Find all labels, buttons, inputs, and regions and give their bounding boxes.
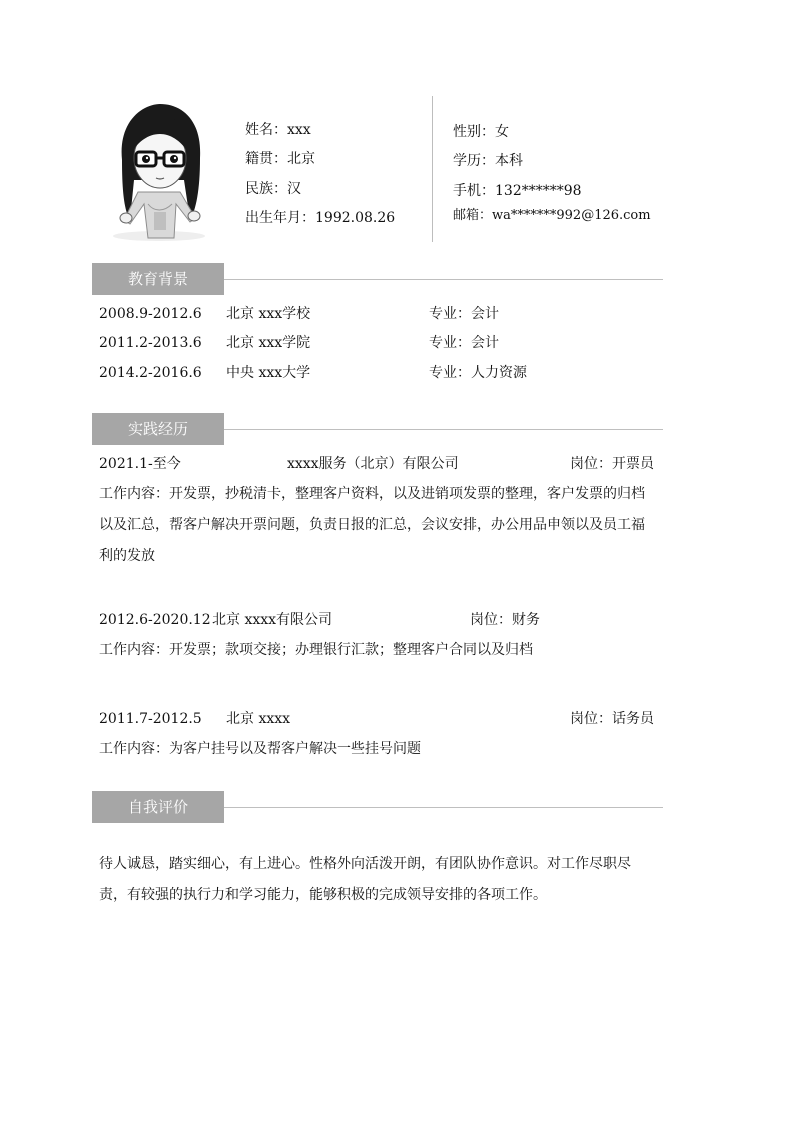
native-place-field: 籍贯：北京 (245, 151, 315, 167)
job-description-line: 工作内容：为客户挂号以及帮客户解决一些挂号问题 (99, 741, 421, 757)
email-field: 邮箱：wa*******992@126.com (453, 208, 651, 223)
section-divider (224, 279, 663, 280)
job-position: 岗位：话务员 (570, 711, 654, 727)
self-eval-section-header: 自我评价 (92, 791, 224, 823)
job-description-line: 利的发放 (99, 548, 155, 564)
edu-school: 北京 xxx学院 (226, 335, 311, 351)
ethnicity-field: 民族：汉 (245, 181, 301, 197)
job-company: xxxx服务（北京）有限公司 (287, 456, 459, 472)
avatar-image (104, 100, 214, 242)
job-period: 2021.1-至今 (99, 456, 181, 472)
edu-period: 2011.2-2013.6 (99, 335, 202, 351)
job-description-line: 工作内容：开发票；款项交接；办理银行汇款；整理客户合同以及归档 (99, 642, 533, 658)
edu-major: 专业：会计 (429, 306, 499, 322)
edu-school: 中央 xxx大学 (226, 365, 311, 381)
job-description (99, 479, 659, 572)
job-position: 岗位：财务 (470, 612, 540, 628)
self-eval-text (99, 849, 659, 911)
job-description-line: 以及汇总，帮客户解决开票问题，负责日报的汇总，会议安排，办公用品申领以及员工福 (99, 517, 645, 533)
edu-school: 北京 xxx学校 (226, 306, 311, 322)
info-divider (432, 96, 433, 242)
birth-date-field: 出生年月：1992.08.26 (245, 210, 396, 226)
section-divider (224, 807, 663, 808)
self-eval-line: 待人诚恳，踏实细心，有上进心。性格外向活泼开朗，有团队协作意识。对工作尽职尽 (99, 856, 631, 872)
edu-major: 专业：会计 (429, 335, 499, 351)
job-position: 岗位：开票员 (570, 456, 654, 472)
edu-period: 2008.9-2012.6 (99, 306, 202, 322)
education-level-field: 学历：本科 (453, 153, 523, 169)
job-description (99, 635, 659, 666)
job-period: 2011.7-2012.5 (99, 711, 202, 727)
job-period: 2012.6-2020.12 (99, 612, 211, 628)
name-field: 姓名：xxx (245, 122, 311, 138)
job-description (99, 734, 659, 765)
self-eval-line: 责，有较强的执行力和学习能力，能够积极的完成领导安排的各项工作。 (99, 887, 547, 903)
edu-period: 2014.2-2016.6 (99, 365, 202, 381)
education-section-header: 教育背景 (92, 263, 224, 295)
job-description-line: 工作内容：开发票，抄税清卡，整理客户资料，以及进销项发票的整理，客户发票的归档 (99, 486, 645, 502)
job-company: 北京 xxxx有限公司 (212, 612, 333, 628)
section-divider (224, 429, 663, 430)
phone-field: 手机：132******98 (453, 183, 582, 199)
edu-major: 专业：人力资源 (429, 365, 527, 381)
gender-field: 性别：女 (453, 124, 509, 140)
job-company: 北京 xxxx (226, 711, 291, 727)
experience-section-header: 实践经历 (92, 413, 224, 445)
